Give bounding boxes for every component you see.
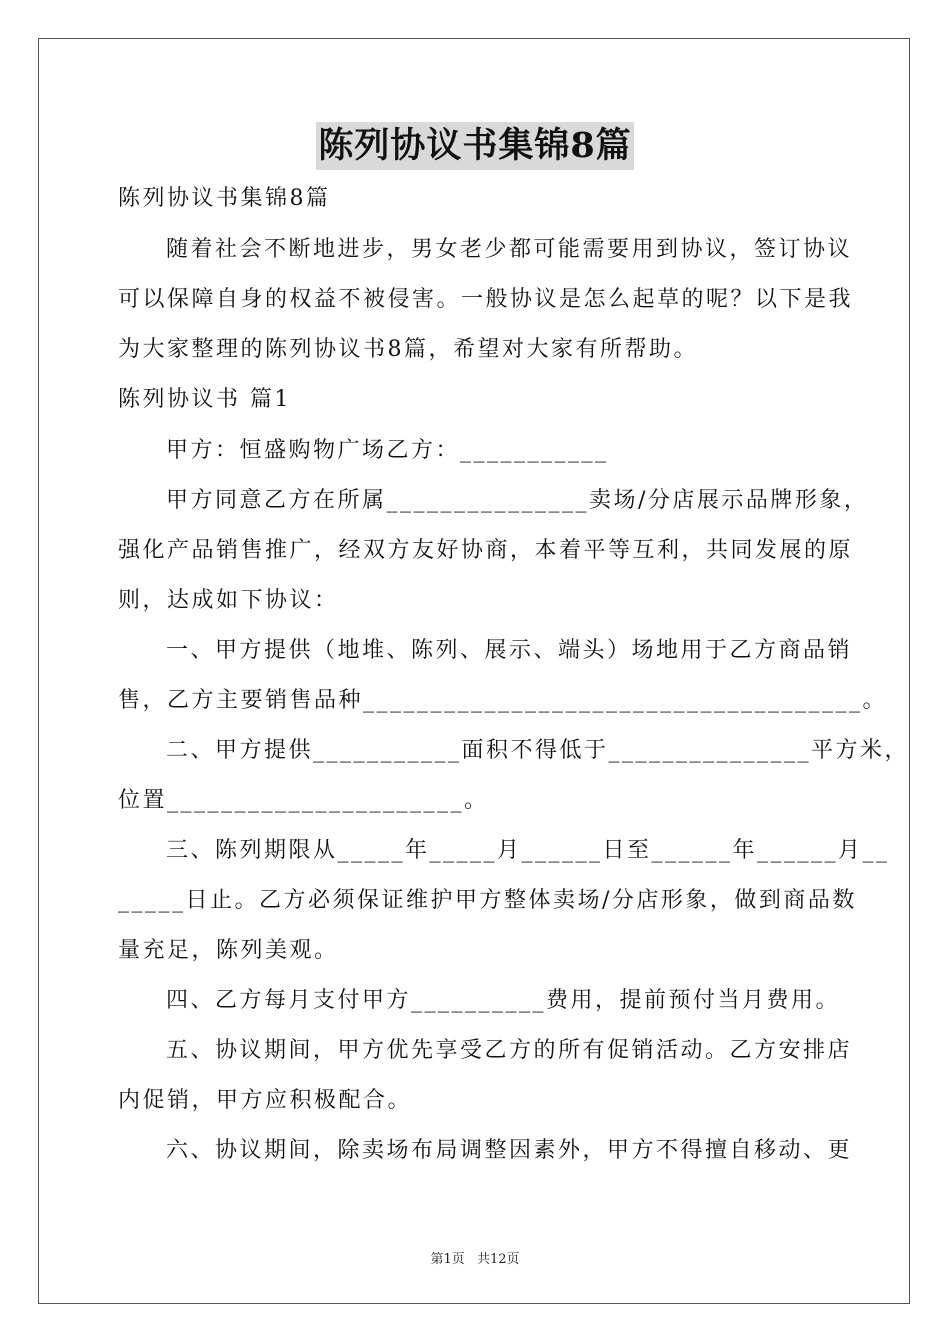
paragraph-line: 随着社会不断地进步，男女老少都可能需要用到协议，签订协议 (166, 237, 853, 262)
paragraph-line: 内促销，甲方应积极配合。 (118, 1088, 413, 1113)
page-footer (0, 1248, 950, 1267)
paragraph-line: 位置______________________。 (118, 788, 489, 813)
paragraph-line: 五、协议期间，甲方优先享受乙方的所有促销活动。乙方安排店 (166, 1038, 853, 1063)
page-number: 第1页 (430, 1252, 465, 1267)
paragraph-line: 一、甲方提供（地堆、陈列、展示、端头）场地用于乙方商品销 (166, 638, 853, 663)
document-title: 陈列协议书集锦8篇 (316, 122, 633, 170)
paragraph-line: 三、陈列期限从_____年_____月______日至______年______月__ (166, 838, 890, 863)
paragraph-line: 甲方同意乙方在所属_______________卖场/分店展示品牌形象， (166, 488, 869, 513)
paragraph-line: 则，达成如下协议： (118, 588, 339, 613)
paragraph-line: 为大家整理的陈列协议书8篇，希望对大家有所帮助。 (118, 337, 698, 362)
paragraph-line: 二、甲方提供___________面积不得低于_______________平方米， (166, 738, 910, 763)
paragraph-line: _____日止。乙方必须保证维护甲方整体卖场/分店形象，做到商品数 (118, 888, 857, 913)
paragraph-line: 强化产品销售推广，经双方友好协商，本着平等互利，共同发展的原 (118, 538, 854, 563)
subtitle-line: 陈列协议书集锦8篇 (118, 186, 331, 211)
page-total: 共12页 (476, 1252, 520, 1267)
title-container (0, 122, 950, 170)
paragraph-line: 四、乙方每月支付甲方__________费用，提前预付当月费用。 (166, 988, 841, 1013)
paragraph-line: 六、协议期间，除卖场布局调整因素外，甲方不得擅自移动、更 (166, 1138, 853, 1163)
paragraph-line: 售，乙方主要销售品种_____________________________________。 (118, 688, 888, 713)
section-heading: 陈列协议书 篇1 (118, 387, 291, 412)
paragraph-line: 甲方：恒盛购物广场乙方：___________ (166, 438, 609, 463)
paragraph-line: 可以保障自身的权益不被侵害。一般协议是怎么起草的呢？以下是我 (118, 287, 854, 312)
paragraph-line: 量充足，陈列美观。 (118, 938, 339, 963)
